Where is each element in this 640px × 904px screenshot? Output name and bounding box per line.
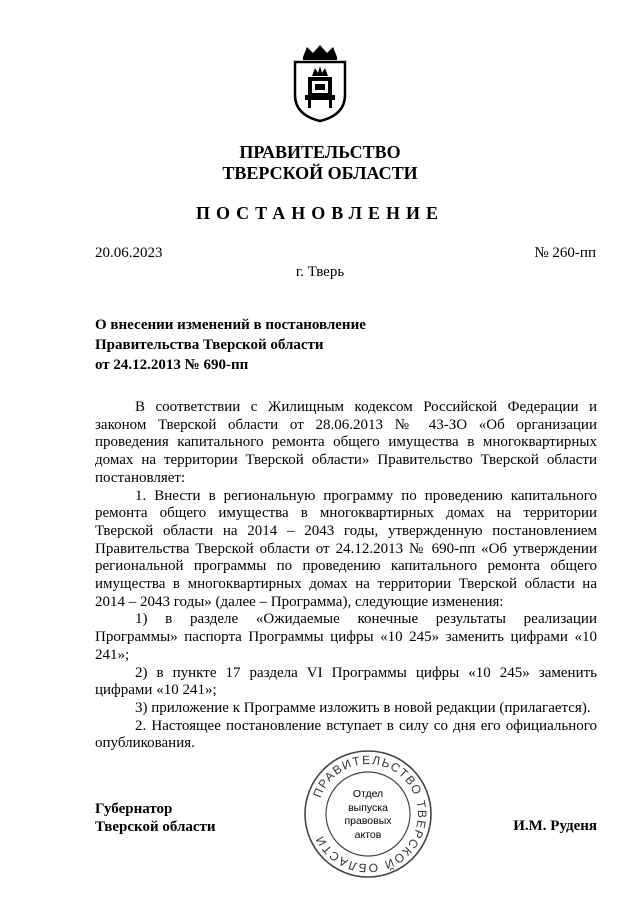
document-city: г. Тверь bbox=[295, 264, 345, 280]
stamp-line: выпуска bbox=[348, 801, 388, 814]
stamp-inner-text bbox=[325, 788, 411, 842]
stamp-line: Отдел bbox=[352, 788, 384, 800]
svg-text:ПРАВИТЕЛЬСТВО ТВЕРСКОЙ ОБЛАСТИ: ПРАВИТЕЛЬСТВО ТВЕРСКОЙ ОБЛАСТИ bbox=[310, 752, 430, 876]
paragraph: 1. Внести в региональную программу по проведению капитального ремонта общего имущества в многоквартирных домах на территории Тверской области на 2014 – 2043 годы, утвержденную постановлением Правительства Тверской области от 24.12.2013 № 690-пп «Об утверждении региональной программы по проведению капитального ремонта общего имущества в многоквартирных домах на территории Тверской области на 2014 – 2043 годы» (далее – Программа), следующие изменения: bbox=[95, 487, 597, 610]
government-name-line2: ТВЕРСКОЙ ОБЛАСТИ bbox=[222, 163, 418, 183]
signer-name: И.М. Руденя bbox=[513, 818, 597, 834]
stamp-line: актов bbox=[354, 828, 382, 841]
signer-position bbox=[95, 800, 216, 836]
paragraph: 1) в разделе «Ожидаемые конечные результаты реализации Программы» паспорта Программы цифры «10 245» заменить цифрами «10 241»; bbox=[95, 611, 597, 663]
coat-of-arms-icon bbox=[289, 43, 351, 123]
paragraph: В соответствии с Жилищным кодексом Российской Федерации и законом Тверской области от 28.06.2013 № 43-ЗО «Об организации проведения капитального ремонта общего имущества в многоквартирных домах на территории Тверской области» Правительство Тверской области постановляет: bbox=[95, 399, 597, 486]
document-body bbox=[95, 399, 597, 753]
document-date: 20.06.2023 bbox=[95, 245, 163, 261]
title-line: О внесении изменений в постановление bbox=[95, 317, 366, 333]
document-type: ПОСТАНОВЛЕНИЕ bbox=[195, 203, 445, 223]
title-line: Правительства Тверской области bbox=[95, 337, 324, 353]
signer-position-line1: Губернатор bbox=[95, 801, 173, 817]
document-title bbox=[95, 315, 366, 375]
paragraph: 3) приложение к Программе изложить в новой редакции (прилагается). bbox=[135, 699, 591, 716]
stamp-line: правовых bbox=[344, 815, 392, 827]
paragraph: 2. Настоящее постановление вступает в силу со дня его официального опубликования. bbox=[95, 717, 597, 752]
government-name-line1: ПРАВИТЕЛЬСТВО bbox=[239, 142, 401, 162]
paragraph: 2) в пункте 17 раздела VI Программы цифры «10 245» заменить цифрами «10 241»; bbox=[95, 664, 597, 699]
title-line: от 24.12.2013 № 690-пп bbox=[95, 357, 249, 373]
document-number: № 260-пп bbox=[534, 245, 596, 261]
signer-position-line2: Тверской области bbox=[95, 819, 216, 835]
